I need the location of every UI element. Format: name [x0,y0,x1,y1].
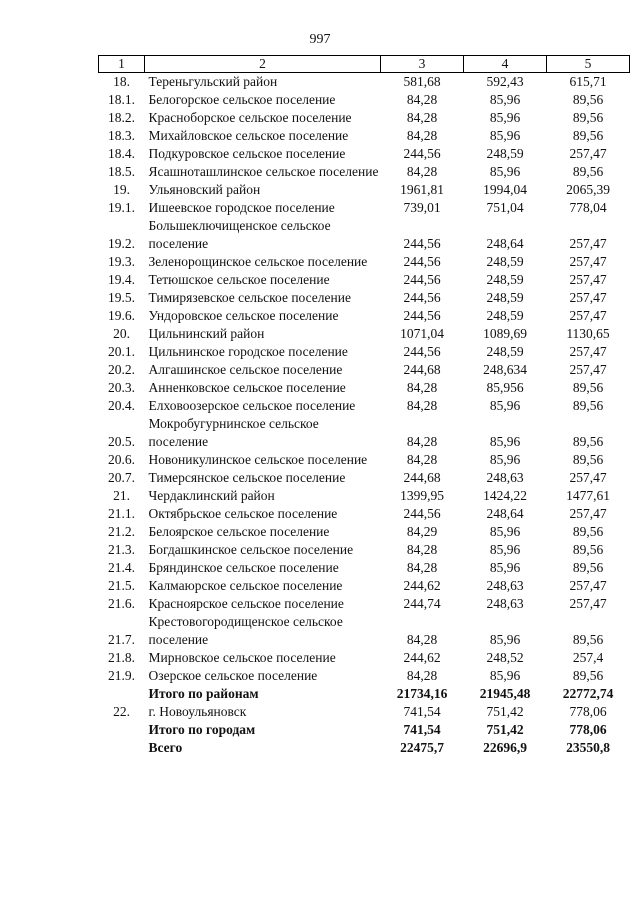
table-row [99,415,630,451]
row-number: 21.2. [108,524,135,539]
row-name: Белоярское сельское поселение [148,524,330,539]
row-name: Итого по районам [148,686,259,701]
value-col-5: 257,47 [569,362,607,377]
table-row [99,217,630,253]
value-col-3: 84,28 [406,542,438,557]
row-name: Озерское сельское поселение [148,668,318,683]
value-col-4: 248,59 [486,254,524,269]
table-row [99,253,630,271]
value-col-3: 1961,81 [400,182,444,197]
row-name: Михайловское сельское поселение [148,128,349,143]
row-number: 19.1. [108,200,135,215]
row-name: Мокробугурнинское сельское поселение [148,416,319,449]
row-number: 19.2. [108,236,135,251]
value-col-3: 741,54 [403,722,441,737]
row-number: 21.6. [108,596,135,611]
row-number [99,721,145,739]
row-name: Красноярское сельское поселение [148,596,344,611]
row-name: Новоникулинское сельское поселение [148,452,368,467]
row-name: Тереньгульский район [148,74,278,89]
value-col-4: 85,96 [489,632,521,647]
row-name: Богдашкинское сельское поселение [148,542,354,557]
value-col-4: 751,42 [486,722,524,737]
value-col-5: 2065,39 [566,182,610,197]
table-row [99,577,630,595]
value-col-3: 84,28 [406,560,438,575]
table-row [99,109,630,127]
table-row [99,703,630,721]
row-name: Тетюшское сельское поселение [148,272,330,287]
row-name: Ундоровское сельское поселение [148,308,339,323]
value-col-4: 85,956 [486,380,524,395]
table-row [99,181,630,199]
value-col-4: 248,63 [486,578,524,593]
row-name: Чердаклинский район [148,488,275,503]
value-col-5: 23550,8 [566,740,610,755]
table-row [99,271,630,289]
value-col-3: 84,28 [406,452,438,467]
value-col-3: 244,56 [403,506,441,521]
table-row [99,523,630,541]
value-col-4: 21945,48 [479,686,531,701]
row-number [99,685,145,703]
table-row [99,595,630,613]
row-number: 22. [113,704,130,719]
value-col-3: 84,28 [406,434,438,449]
row-number: 21.1. [108,506,135,521]
value-col-3: 1399,95 [400,488,444,503]
value-col-5: 89,56 [572,110,604,125]
row-name: Цильнинское городское поселение [148,344,348,359]
row-name: Елховоозерское сельское поселение [148,398,356,413]
value-col-5: 89,56 [572,434,604,449]
value-col-5: 257,47 [569,272,607,287]
value-col-4: 248,64 [486,506,524,521]
value-col-3: 244,68 [403,362,441,377]
row-name: Тимирязевское сельское поселение [148,290,351,305]
row-number: 18.1. [108,92,135,107]
column-header-1: 1 [99,56,145,73]
table-row [99,613,630,649]
value-col-3: 1071,04 [400,326,444,341]
value-col-5: 257,47 [569,308,607,323]
value-col-5: 1477,61 [566,488,610,503]
value-col-5: 257,47 [569,506,607,521]
row-number: 19.3. [108,254,135,269]
column-header-5: 5 [547,56,630,73]
table-row [99,343,630,361]
table-row [99,307,630,325]
table-row [99,325,630,343]
value-col-5: 257,47 [569,470,607,485]
value-col-3: 84,28 [406,164,438,179]
value-col-3: 741,54 [403,704,441,719]
value-col-3: 244,56 [403,236,441,251]
row-number: 18. [113,74,130,89]
value-col-3: 84,28 [406,92,438,107]
budget-table [98,55,630,757]
row-name: Калмаюрское сельское поселение [148,578,343,593]
row-name: Зеленорощинское сельское поселение [148,254,368,269]
value-col-3: 84,28 [406,110,438,125]
row-name: Октябрьское сельское поселение [148,506,338,521]
value-col-5: 89,56 [572,164,604,179]
value-col-4: 1089,69 [483,326,527,341]
table-row [99,361,630,379]
value-col-5: 778,06 [569,722,607,737]
value-col-4: 85,96 [489,668,521,683]
row-number: 21. [113,488,130,503]
row-name: Ишеевское городское поселение [148,200,335,215]
row-name: Бряндинское сельское поселение [148,560,339,575]
table-row [99,145,630,163]
table-row [99,379,630,397]
table-body [99,73,630,758]
value-col-5: 257,47 [569,236,607,251]
value-col-5: 89,56 [572,668,604,683]
table-row [99,469,630,487]
value-col-4: 85,96 [489,92,521,107]
value-col-3: 581,68 [403,74,441,89]
table-header [99,56,630,73]
value-col-4: 751,42 [486,704,524,719]
table-row [99,649,630,667]
value-col-5: 257,47 [569,578,607,593]
row-number: 19.4. [108,272,135,287]
value-col-3: 244,56 [403,146,441,161]
row-name: г. Новоульяновск [148,704,247,719]
row-number: 19. [113,182,130,197]
value-col-4: 1994,04 [483,182,527,197]
value-col-4: 248,59 [486,308,524,323]
row-number [99,739,145,757]
value-col-3: 244,56 [403,344,441,359]
value-col-3: 84,28 [406,668,438,683]
value-col-3: 84,29 [406,524,438,539]
value-col-3: 244,56 [403,308,441,323]
value-col-4: 85,96 [489,398,521,413]
value-col-4: 248,59 [486,272,524,287]
table-row [99,487,630,505]
table-row [99,505,630,523]
row-name: Ульяновский район [148,182,261,197]
value-col-4: 248,64 [486,236,524,251]
value-col-3: 244,68 [403,470,441,485]
table-row [99,559,630,577]
row-name: Тимерсянское сельское поселение [148,470,346,485]
table-row [99,397,630,415]
value-col-4: 248,59 [486,344,524,359]
row-name: Цильнинский район [148,326,265,341]
value-col-5: 778,04 [569,200,607,215]
value-col-5: 257,47 [569,290,607,305]
row-name: Мирновское сельское поселение [148,650,336,665]
table-row [99,73,630,92]
value-col-4: 85,96 [489,164,521,179]
value-col-4: 248,52 [486,650,524,665]
row-name: Анненковское сельское поселение [148,380,346,395]
row-number: 21.5. [108,578,135,593]
row-number: 21.9. [108,668,135,683]
value-col-3: 21734,16 [396,686,448,701]
value-col-3: 84,28 [406,632,438,647]
value-col-3: 244,74 [403,596,441,611]
row-number: 20.3. [108,380,135,395]
row-number: 21.7. [108,632,135,647]
row-number: 21.8. [108,650,135,665]
column-header-3: 3 [381,56,464,73]
row-name: Ясашноташлинское сельское поселение [148,164,379,179]
row-name: Алгашинское сельское поселение [148,362,343,377]
value-col-4: 1424,22 [483,488,527,503]
value-col-4: 248,59 [486,290,524,305]
value-col-5: 89,56 [572,632,604,647]
row-name: Итого по городам [148,722,256,737]
table-row [99,541,630,559]
value-col-4: 22696,9 [483,740,527,755]
row-name: Большеключищенское сельское поселение [148,218,331,251]
value-col-4: 592,43 [486,74,524,89]
table-row [99,199,630,217]
column-header-2: 2 [145,56,381,73]
value-col-5: 89,56 [572,542,604,557]
value-col-5: 89,56 [572,92,604,107]
row-number: 20.6. [108,452,135,467]
value-col-4: 85,96 [489,542,521,557]
row-number: 18.5. [108,164,135,179]
row-number: 18.2. [108,110,135,125]
value-col-3: 244,56 [403,272,441,287]
row-number: 20.5. [108,434,135,449]
value-col-5: 22772,74 [562,686,614,701]
value-col-5: 1130,65 [566,326,610,341]
value-col-4: 751,04 [486,200,524,215]
row-number: 21.4. [108,560,135,575]
value-col-3: 244,62 [403,578,441,593]
value-col-4: 85,96 [489,452,521,467]
page-number: 997 [309,32,331,47]
table-row [99,163,630,181]
value-col-3: 84,28 [406,398,438,413]
row-number: 19.5. [108,290,135,305]
row-name: Подкуровское сельское поселение [148,146,346,161]
row-number: 20.2. [108,362,135,377]
table-row [99,289,630,307]
value-col-4: 248,59 [486,146,524,161]
value-col-5: 257,47 [569,254,607,269]
value-col-5: 89,56 [572,560,604,575]
value-col-5: 89,56 [572,398,604,413]
value-col-3: 244,56 [403,254,441,269]
value-col-4: 248,63 [486,470,524,485]
value-col-5: 89,56 [572,524,604,539]
value-col-3: 739,01 [403,200,441,215]
value-col-3: 244,56 [403,290,441,305]
row-name: Всего [148,740,183,755]
table-row [99,127,630,145]
value-col-5: 89,56 [572,380,604,395]
row-name: Белогорское сельское поселение [148,92,336,107]
table-row [99,451,630,469]
value-col-5: 257,47 [569,596,607,611]
value-col-4: 85,96 [489,560,521,575]
row-number: 20.1. [108,344,135,359]
value-col-5: 615,71 [569,74,607,89]
row-number: 20.4. [108,398,135,413]
value-col-4: 248,63 [486,596,524,611]
table-row [99,721,630,739]
value-col-4: 85,96 [489,128,521,143]
value-col-4: 248,634 [483,362,527,377]
value-col-5: 778,06 [569,704,607,719]
value-col-3: 84,28 [406,380,438,395]
value-col-4: 85,96 [489,524,521,539]
value-col-5: 89,56 [572,128,604,143]
table-row [99,667,630,685]
value-col-5: 257,47 [569,344,607,359]
value-col-4: 85,96 [489,434,521,449]
row-number: 18.4. [108,146,135,161]
row-number: 21.3. [108,542,135,557]
column-header-4: 4 [464,56,547,73]
row-name: Красноборское сельское поселение [148,110,352,125]
table-row [99,739,630,757]
value-col-3: 84,28 [406,128,438,143]
table-row [99,685,630,703]
value-col-5: 257,47 [569,146,607,161]
value-col-5: 89,56 [572,452,604,467]
row-number: 20. [113,326,130,341]
row-name: Крестовогородищенское сельское поселение [148,614,343,647]
value-col-3: 244,62 [403,650,441,665]
row-number: 20.7. [108,470,135,485]
value-col-5: 257,4 [572,650,604,665]
row-number: 19.6. [108,308,135,323]
table-row [99,91,630,109]
value-col-4: 85,96 [489,110,521,125]
value-col-3: 22475,7 [400,740,444,755]
row-number: 18.3. [108,128,135,143]
